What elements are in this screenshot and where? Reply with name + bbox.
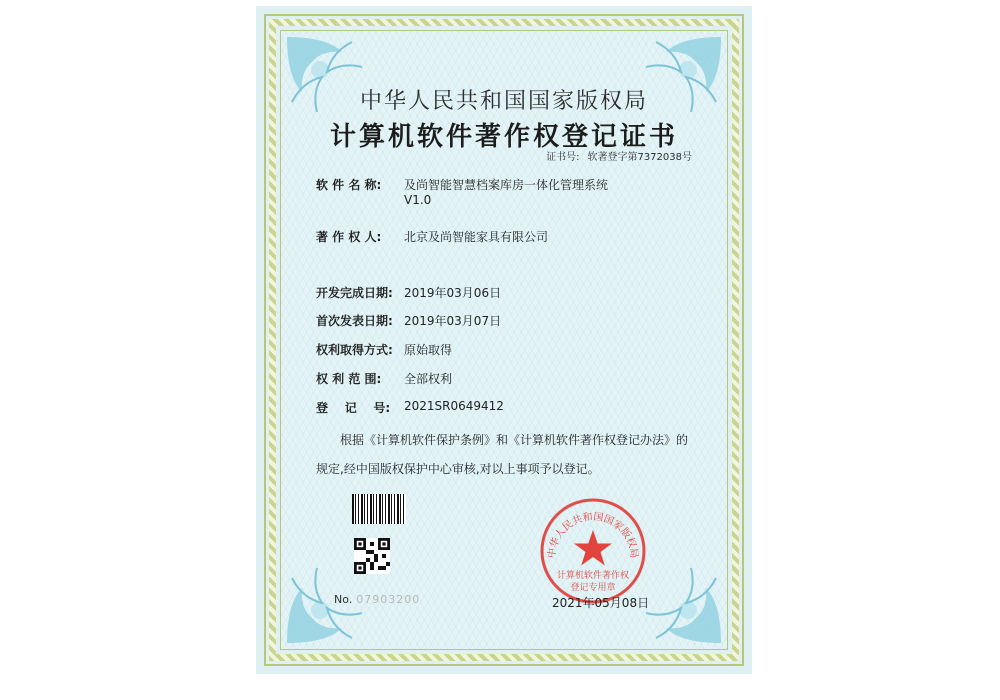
field-value: 全部权利 [404, 372, 453, 386]
certificate-number-label: 证书号: [546, 152, 580, 163]
field-label: 开发完成日期: [316, 286, 393, 300]
field-publish-date [316, 312, 724, 329]
certificate [256, 6, 752, 674]
certificate-number-value: 软著登字第7372038号 [587, 152, 692, 163]
field-value: 北京及尚智能家具有限公司 [404, 230, 549, 244]
field-acquisition-method [316, 341, 724, 358]
field-value: 原始取得 [404, 343, 453, 357]
field-label: 权利取得方式: [316, 343, 393, 357]
statement-line-1: 根据《计算机软件保护条例》和《计算机软件著作权登记办法》的 [340, 433, 689, 447]
field-completion-date [316, 284, 724, 301]
field-registration-number [316, 399, 724, 416]
field-rights-scope [316, 370, 724, 387]
barcode-icon [352, 494, 406, 524]
issue-date: 2021年05月08日 [552, 596, 650, 610]
field-label: 权 利 范 围: [316, 372, 382, 386]
certificate-number [538, 148, 692, 163]
field-value-version: V1.0 [404, 193, 432, 207]
official-seal-icon [538, 496, 648, 606]
field-label: 软 件 名 称: [316, 178, 382, 192]
field-value: 2019年03月06日 [404, 286, 502, 300]
authority-title: 中华人民共和国国家版权局 [359, 89, 648, 114]
serial-number [334, 593, 420, 606]
qr-code-icon [354, 538, 390, 574]
field-label: 首次发表日期: [316, 314, 393, 328]
field-value: 2021SR0649412 [404, 399, 504, 413]
statement [316, 426, 706, 484]
seal-ring-text: 中华人民共和国国家版权局 [546, 511, 640, 559]
serial-number-value: 07903200 [356, 593, 421, 606]
field-label: 登 记 号: [316, 401, 391, 415]
field-value: 2019年03月07日 [404, 314, 502, 328]
seal-line-2: 登记专用章 [570, 583, 616, 593]
corner-ornament-icon [636, 558, 726, 648]
seal-line-1: 计算机软件著作权 [556, 571, 630, 581]
statement-line-2: 规定,经中国版权保护中心审核,对以上事项予以登记。 [316, 462, 600, 476]
field-software-name [316, 176, 724, 207]
field-label: 著 作 权 人: [316, 230, 382, 244]
certificate-title: 计算机软件著作权登记证书 [329, 122, 678, 152]
field-value: 及尚智能智慧档案库房一体化管理系统 [404, 178, 609, 192]
field-copyright-owner [316, 228, 724, 245]
serial-number-label: No. [334, 593, 353, 606]
